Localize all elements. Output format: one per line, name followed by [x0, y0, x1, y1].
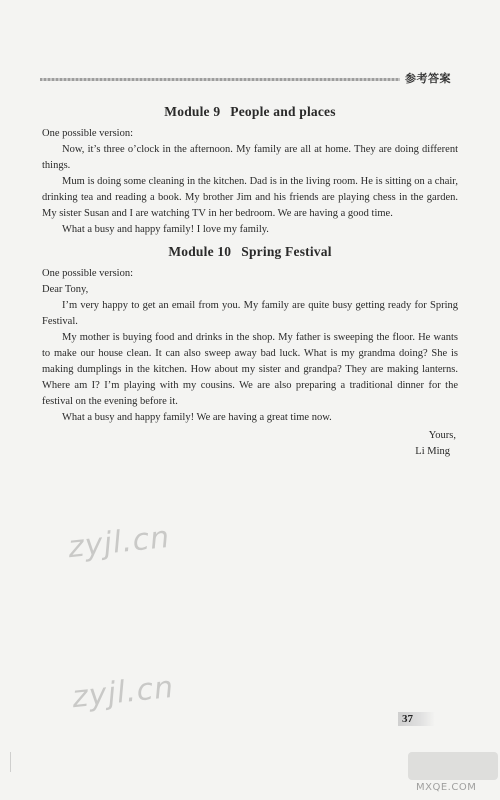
module-10-title [42, 244, 458, 260]
watermark-logo: zyjl.cn [70, 669, 176, 716]
module-10-paragraph-1: I’m very happy to get an email from you. My family are quite busy getting ready for Spring Festival. [42, 300, 458, 327]
letter-closing: Yours, [428, 430, 456, 441]
module-10-salutation: Dear Tony, [42, 284, 89, 295]
letter-signature: Li Ming [415, 446, 450, 457]
module-9-number: Module 9 [164, 104, 221, 119]
module-10-name: Spring Festival [241, 244, 332, 259]
module-10-number: Module 10 [168, 244, 232, 259]
answer-content [42, 100, 458, 460]
corner-stamp-text: MXQE.COM [416, 782, 477, 793]
header-label: 参考答案 [405, 72, 451, 85]
module-9-title [42, 104, 458, 120]
module-10-paragraph-2: My mother is buying food and drinks in the shop. My father is sweeping the floor. He wants to make our house clean. It can also sweep away bad luck. What is my grandma doing? She is making dumplings in the kitchen. How about my sister and grandpa? They are making lanterns. Where am I? I’m playing with my cousins. We are also preparing a traditional dinner for the festival on the evening before it. [42, 332, 458, 407]
module-9-paragraph-1: Now, it’s three o’clock in the afternoon. My family are all at home. They are doing different things. [42, 144, 458, 171]
corner-stamp-graphic [408, 752, 498, 780]
module-10-paragraph-3: What a busy and happy family! We are having a great time now. [62, 412, 332, 423]
module-10-intro: One possible version: [42, 268, 133, 279]
page-edge-mark [10, 752, 11, 772]
corner-stamp-logo [408, 752, 498, 796]
module-9-paragraph-2: Mum is doing some cleaning in the kitchen. Dad is in the living room. He is sitting on a chair, drinking tea and reading a book. My brother Jim and his friends are playing chess in the garden. My sister Susan and I are watching TV in her bedroom. We are having a good time. [42, 176, 458, 219]
module-9-paragraph-3: What a busy and happy family! I love my family. [62, 224, 269, 235]
watermark-logo: zyjl.cn [66, 519, 172, 566]
page-number: 37 [398, 712, 435, 726]
header-rule [40, 78, 400, 81]
module-9-intro: One possible version: [42, 128, 133, 139]
module-9-name: People and places [230, 104, 336, 119]
